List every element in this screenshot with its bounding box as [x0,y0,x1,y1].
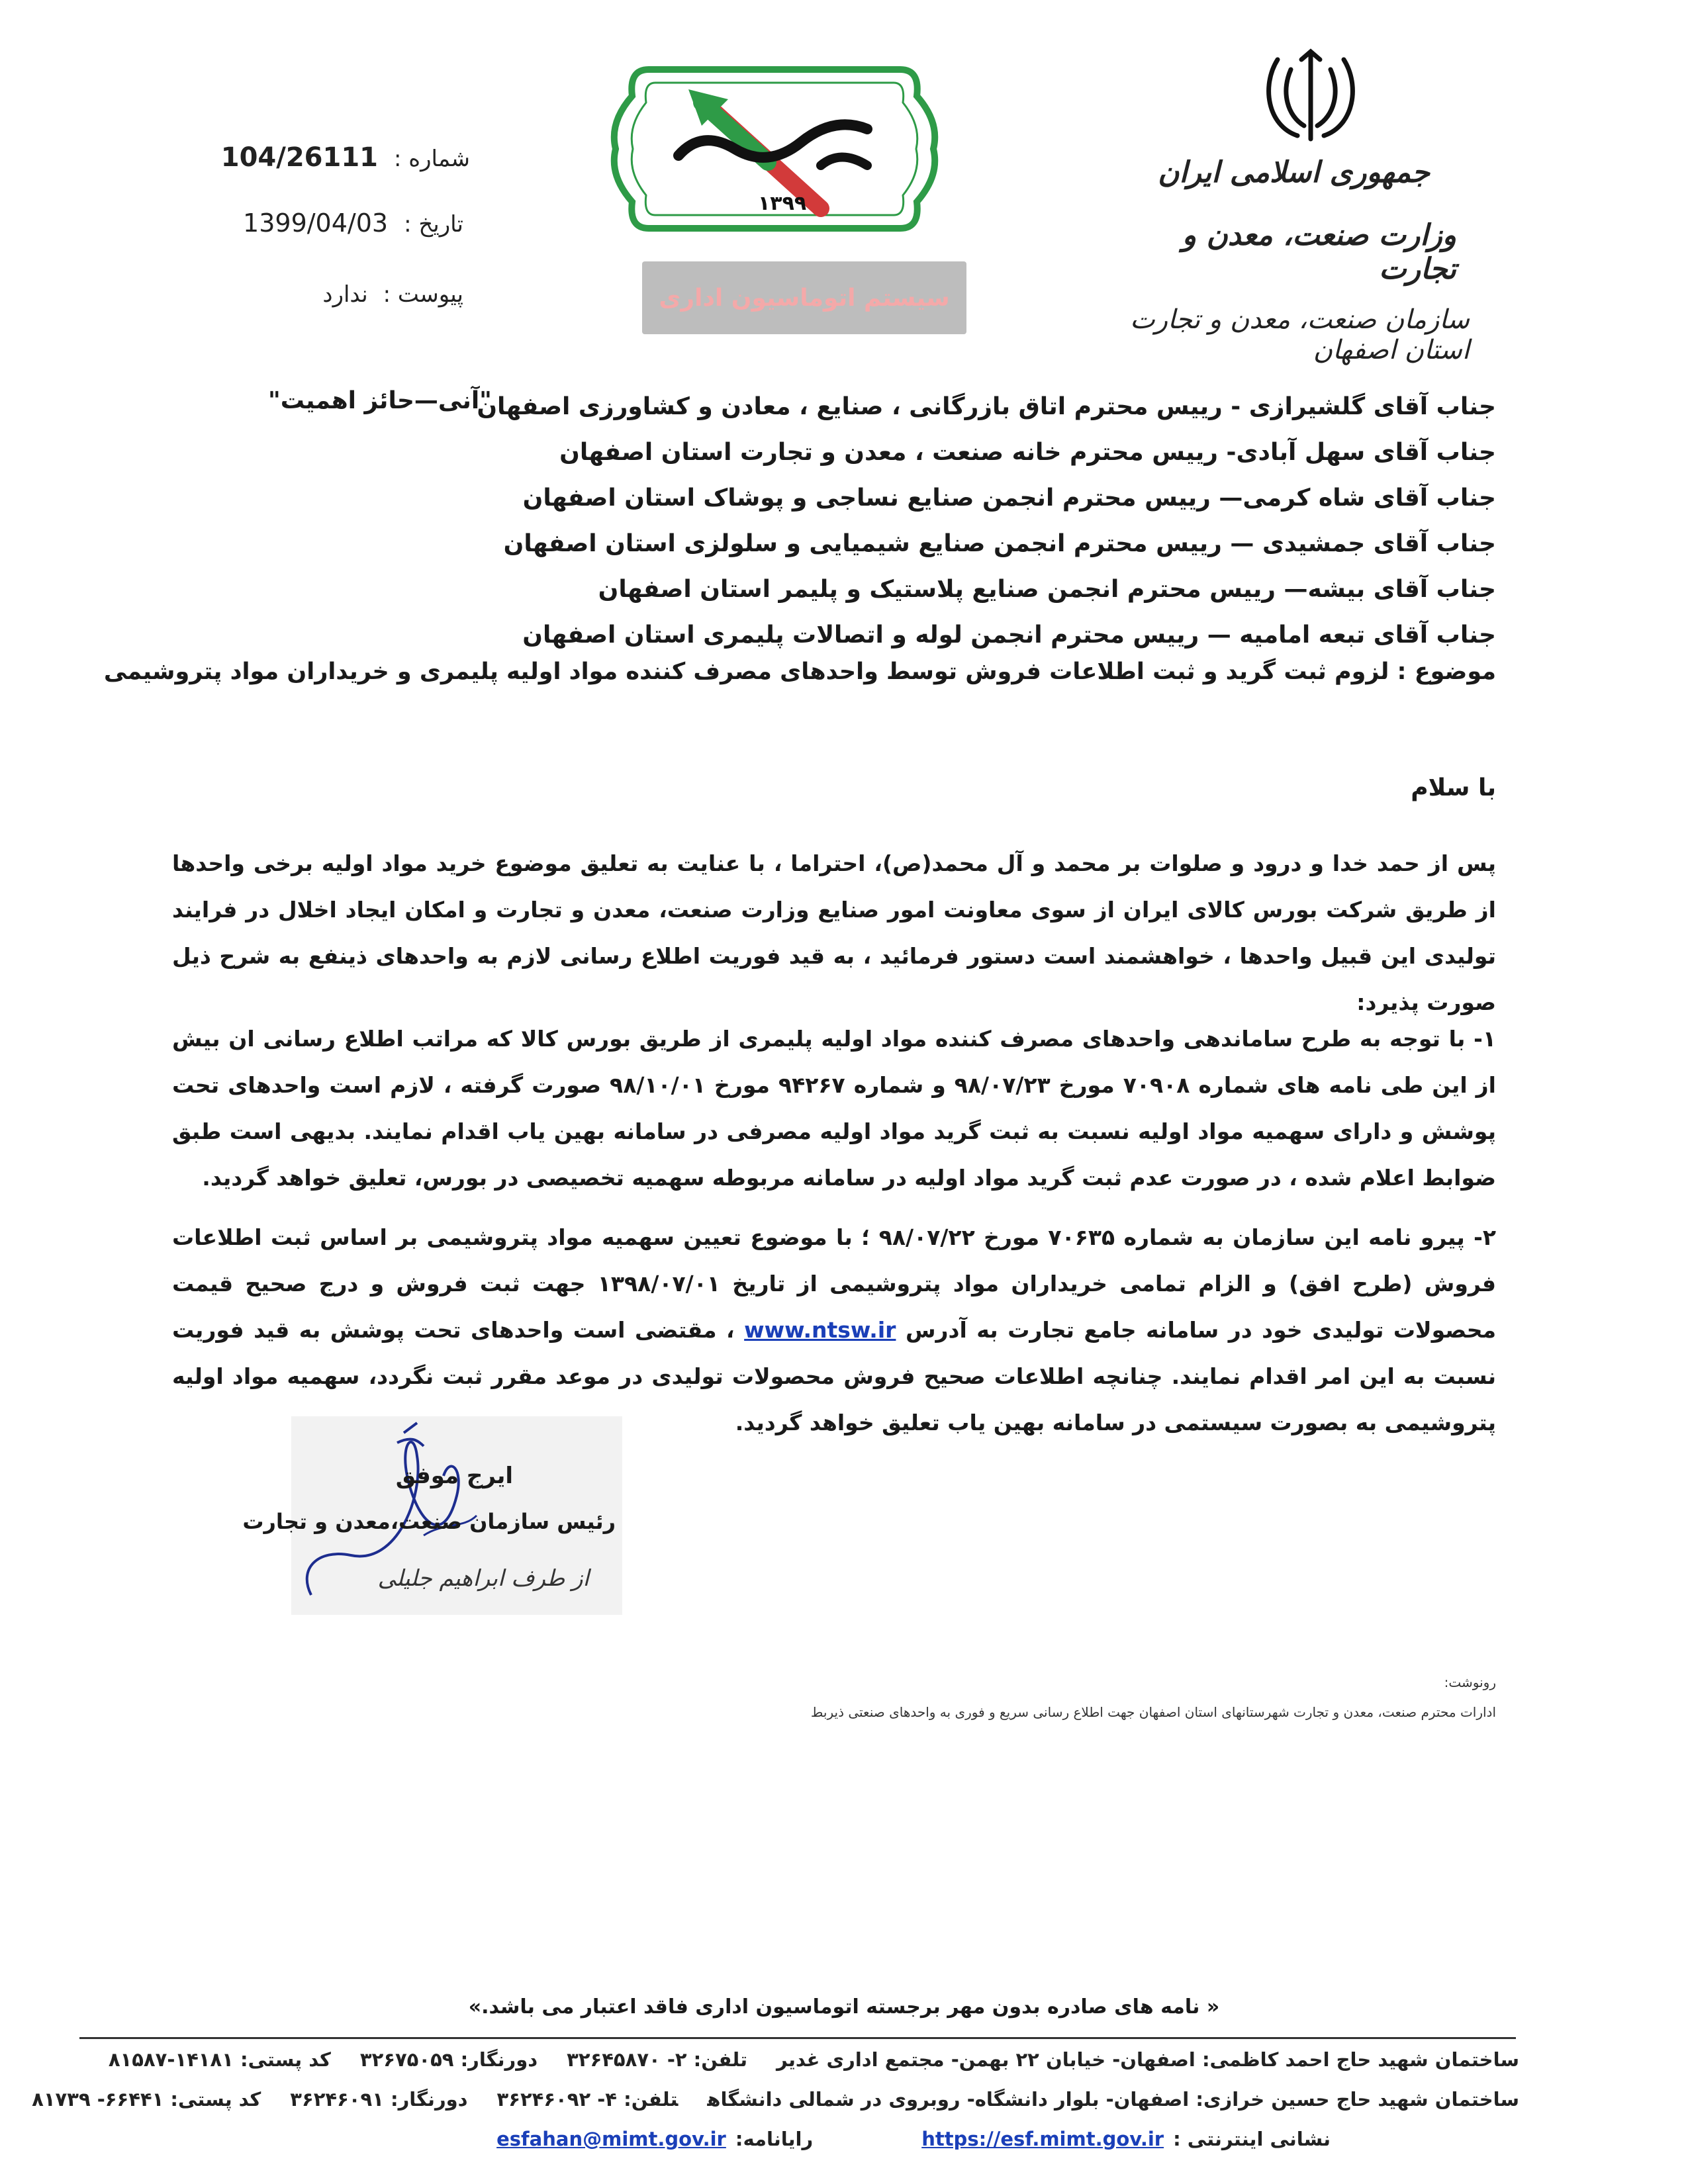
footer-validity-note: « نامه های صادره بدون مهر برجسته اتوماسیون اداری فاقد اعتبار می باشد.» [468,1995,1220,2019]
fax: دورنگار: ۳۲۶۷۵۰۵۹ [359,2048,538,2071]
phone: تلفن: ۴- ۳۶۲۴۶۰۹۲ [496,2088,679,2111]
letter-date-row [243,208,463,238]
on-behalf-note: از طرف ابراهیم جلیلی [377,1565,589,1592]
footer-address-line [79,2048,1519,2071]
email-label: رایانامه: [735,2128,814,2150]
phone: تلفن: ۲- ۳۲۶۴۵۸۷۰ [567,2048,747,2071]
attachment-row [322,281,463,308]
body-paragraph: پس از حمد خدا و درود و صلوات بر محمد و آل محمد(ص)، احتراما ، با عنایت به تعلیق موضوع خرید مواد اولیه برخی واحدها از طریق شرکت بورس کالای ایران از سوی معاونت امور صنایع وزارت صنعت، معدن و تجارت و امکان ایجاد اخلال در فرایند تولیدی این قبیل واحدها ، خواهشمند است دستور فرمائید ، به قید فوریت اطلاع رسانی لازم به واحدهای ذینفع به شرح ذیل صورت پذیرد: [172,850,1496,1015]
paragraph-text: ۲- پیرو نامه این سازمان به شماره ۷۰۶۳۵ مورخ ۹۸/۰۷/۲۲ ؛ با موضوع تعیین سهمیه مواد پتروشیمی بر اساس ثبت اطلاعات فروش (طرح افق) و الزام تمامی خریداران مواد پتروشیمی از تاریخ ۱۳۹۸/۰۷/۰۱ جهت ثبت فروش و درج صحیح قیمت محصولات تولیدی خود در سامانه جامع تجارت به آدرس [172,1224,1497,1343]
letter-number-label: شماره : [394,146,470,172]
postal-code: کد پستی: ۶۶۴۴۱- ۸۱۷۳۹ [32,2088,261,2111]
recipient-line: جناب آقای سهل آبادی- رییس محترم خانه صنعت ، معدن و تجارت استان اصفهان [559,439,1496,466]
recipient-line: جناب آقای گلشیرازی - رییس محترم اتاق بازرگانی ، صنایع ، معادن و کشاورزی اصفهان [477,393,1496,420]
production-leap-logo [602,50,947,248]
signatory-name: ایرج موفق [395,1463,513,1489]
ministry-emblem-block [1125,26,1483,365]
letter-subject: موضوع : لزوم ثبت گرید و ثبت اطلاعات فروش توسط واحدهای مصرف کننده مواد اولیه پلیمری و خریداران مواد پتروشیمی [103,659,1496,685]
automation-system-badge: سیستم اتوماسیون اداری [642,261,966,334]
email-link[interactable]: esfahan@mimt.gov.ir [496,2128,726,2150]
postal-code: کد پستی: ۱۴۱۸۱-۸۱۵۸۷ [108,2048,331,2071]
greeting: با سلام [1411,774,1496,801]
body-paragraph: ۱- با توجه به طرح ساماندهی واحدهای مصرف کننده مواد اولیه پلیمری از طریق بورس کالا که مراتب اطلاع رسانی ان بیش از این طی نامه های شماره ۷۰۹۰۸ مورخ ۹۸/۰۷/۲۳ و شماره ۹۴۲۶۷ مورخ ۹۸/۱۰/۰۱ صورت گرفته ، لازم است واحدهای تحت پوشش و دارای سهمیه مواد اولیه نسبت به ثبت گرید مواد اولیه مصرفی در سامانه بهین یاب اقدام نمایند. بدیهی است طبق ضوابط اعلام شده ، در صورت عدم ثبت گرید مواد اولیه در سامانه مربوطه سهمیه تخصیصی در بورس، تعلیق خواهد گردید. [172,1026,1496,1191]
footer-address-line [3,2088,1519,2111]
paragraph-text: ، مقتضی است واحدهای تحت پوشش به قید فوریت نسبت به این امر اقدام نمایند. چنانچه اطلاعات صحیح فروش محصولات تولیدی در موعد مقرر ثبت نگردد، سهمیه مواد اولیه پتروشیمی به بصورت سیستمی در سامانه بهین یاب تعلیق خواهد گردید. [172,1317,1496,1435]
body-paragraph [172,1214,1496,1446]
recipient-line: جناب آقای جمشیدی — رییس محترم انجمن صنایع شیمیایی و سلولزی استان اصفهان [503,530,1496,557]
cc-recipients: ادارات محترم صنعت، معدن و تجارت شهرستانهای استان اصفهان جهت اطلاع رسانی سریع و فوری به واحدهای صنعتی ذیربط [810,1704,1496,1720]
signature-block [242,1416,622,1615]
website-label: نشانی اینترنتی : [1173,2128,1331,2150]
urgency-note: "آنی—حائز اهمیت" [268,387,492,414]
signatory-title: رئیس سازمان صنعت،معدن و تجارت [242,1509,616,1534]
footer-contact-line [467,2128,1331,2150]
iran-emblem-icon [1258,46,1364,146]
recipient-line: جناب آقای بیشه— رییس محترم انجمن صنایع پلاستیک و پلیمر استان اصفهان [598,576,1496,603]
letter-number-row [221,142,470,173]
letter-date-label: تاریخ : [404,211,463,238]
attachment-label: پیوست : [383,281,463,308]
cc-label: رونوشت: [1444,1674,1496,1690]
website-link[interactable]: https://esf.mimt.gov.ir [921,2128,1164,2150]
republic-title: جمهوری اسلامی ایران [1158,156,1430,189]
recipient-line: جناب آقای شاه کرمی— رییس محترم انجمن صنایع نساجی و پوشاک استان اصفهان [522,484,1496,512]
slogan-badge-icon [602,50,947,248]
recipient-list [172,384,1496,658]
recipient-line: جناب آقای تبعه امامیه — رییس محترم انجمن لوله و اتصالات پلیمری استان اصفهان [522,621,1496,649]
slogan-year: ۱۳۹۹ [758,192,807,215]
fax: دورنگار: ۳۶۲۴۶۰۹۱ [290,2088,468,2111]
attachment-value: ندارد [322,281,368,308]
ntsw-link[interactable]: www.ntsw.ir [744,1317,896,1343]
letter-date-value: 1399/04/03 [243,208,389,238]
address: ساختمان شهید حاج حسین خرازی: اصفهان- بلوار دانشگاه- روبروی در شمالی دانشگاه [707,2088,1519,2111]
letter-number-value: 104/26111 [220,142,378,173]
organization-title: سازمان صنعت، معدن و تجارت استان اصفهان [1130,304,1470,365]
address: ساختمان شهید حاج احمد کاظمی: اصفهان- خیابان ۲۲ بهمن- مجتمع اداری غدیر [776,2048,1519,2071]
ministry-title: وزارت صنعت، معدن و تجارت [1182,218,1456,286]
footer-divider [79,2037,1516,2039]
